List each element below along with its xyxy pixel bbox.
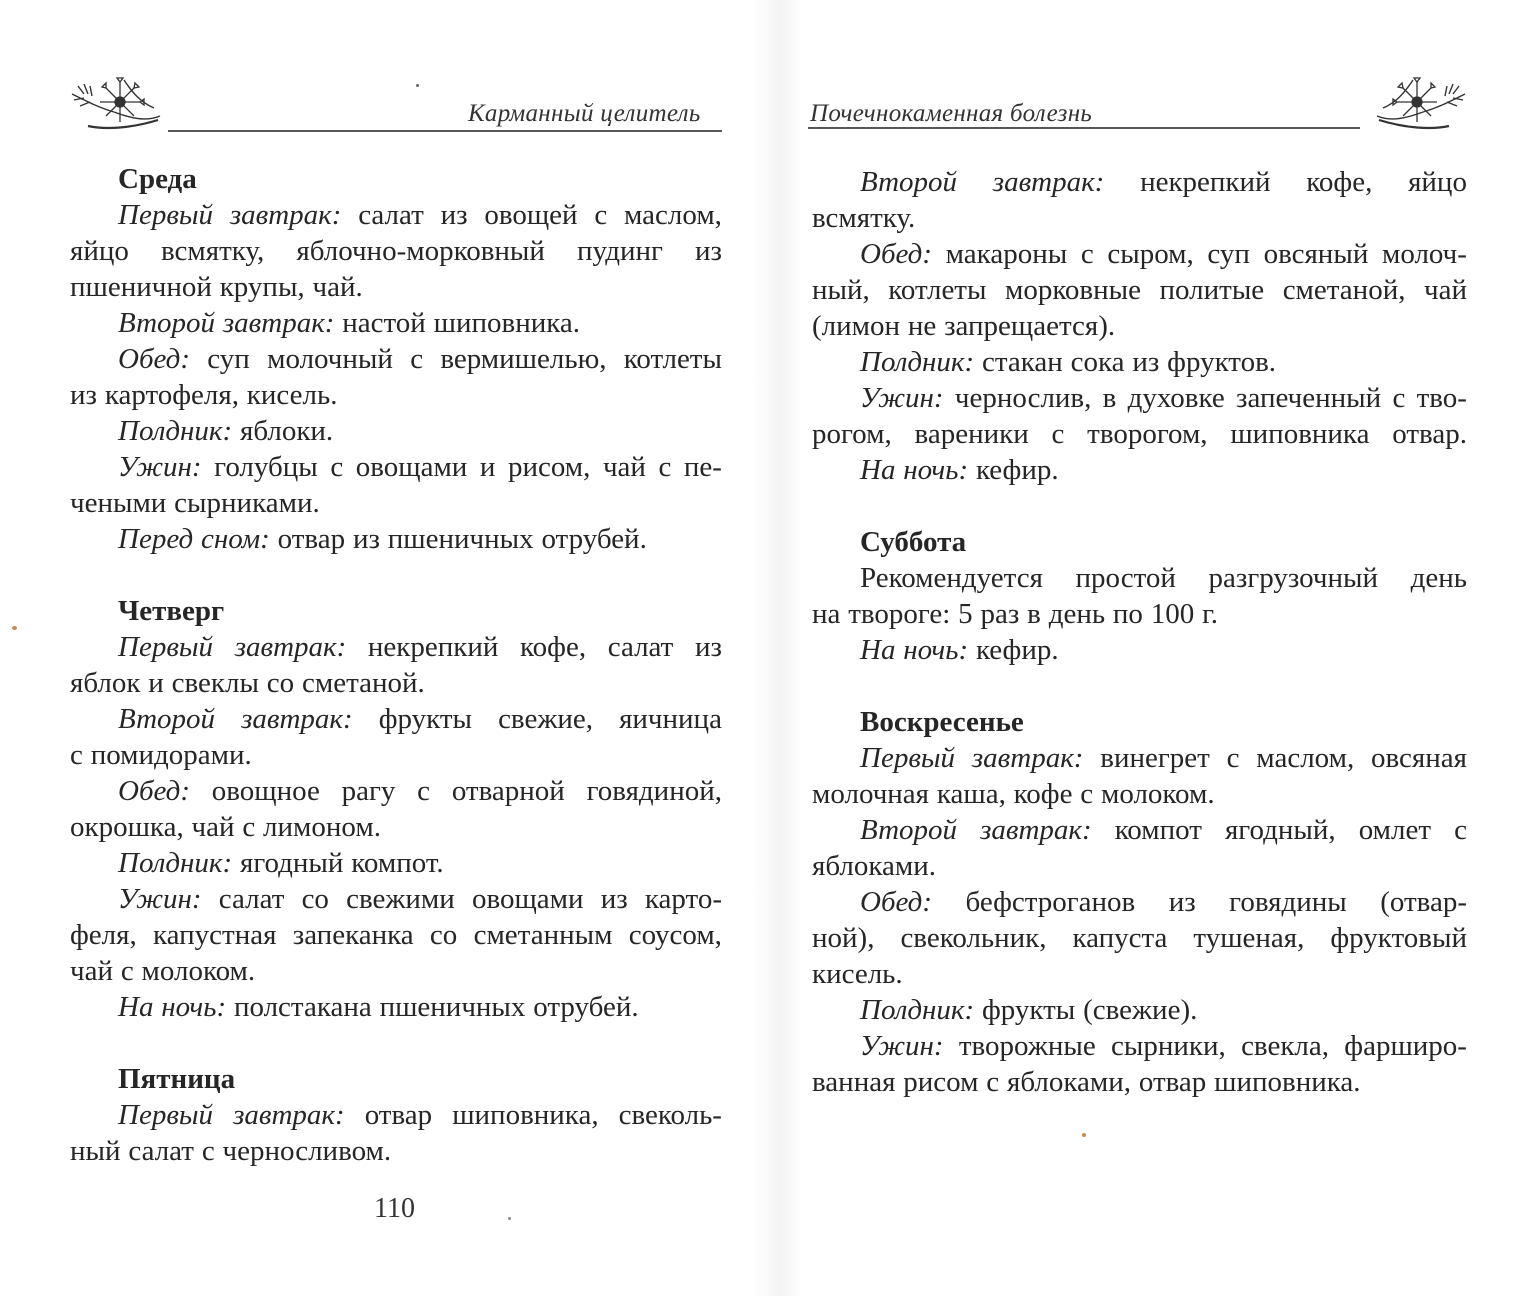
text-line: яйцо всмятку, яблочно-морковный пудинг из bbox=[70, 235, 722, 267]
floral-ornament-icon bbox=[1375, 72, 1467, 136]
text-line: всмятку. bbox=[812, 202, 916, 234]
text-line: Первый завтрак: некрепкий кофе, салат из bbox=[118, 631, 722, 663]
day-heading: Воскресенье bbox=[860, 706, 1024, 738]
text-line: яблок и свеклы со сметаной. bbox=[70, 667, 425, 699]
paragraph-gap bbox=[70, 557, 722, 593]
text-line: Ужин: чернослив, в духовке запеченный с тво- bbox=[860, 382, 1467, 414]
text-line: Второй завтрак: фрукты свежие, яичница bbox=[118, 703, 722, 735]
text-line: яблоками. bbox=[812, 850, 936, 882]
print-speck bbox=[1082, 1133, 1086, 1137]
text-line: Полдник: стакан сока из фруктов. bbox=[860, 346, 1277, 378]
text-line: Рекомендуется простой разгрузочный день bbox=[860, 562, 1467, 594]
text-line: Второй завтрак: настой шиповника. bbox=[118, 307, 581, 339]
print-speck bbox=[416, 84, 419, 87]
day-heading: Среда bbox=[118, 163, 197, 195]
text-line: Первый завтрак: салат из овощей с маслом, bbox=[118, 199, 722, 231]
text-line: на твороге: 5 раз в день по 100 г. bbox=[812, 598, 1218, 630]
text-line: Перед сном: отвар из пшеничных отрубей. bbox=[118, 523, 647, 555]
text-line: Полдник: фрукты (свежие). bbox=[860, 994, 1198, 1026]
paragraph-gap bbox=[70, 1025, 722, 1061]
text-line: ной), свекольник, капуста тушеная, фруктовый bbox=[812, 922, 1467, 954]
text-line: На ночь: кефир. bbox=[860, 454, 1059, 486]
text-line: Обед: бефстроганов из говядины (отвар- bbox=[860, 886, 1467, 918]
running-head-right: Почечнокаменная болезнь bbox=[810, 100, 1093, 127]
text-line: Второй завтрак: некрепкий кофе, яйцо bbox=[860, 166, 1467, 198]
day-heading: Суббота bbox=[860, 526, 967, 558]
print-speck bbox=[508, 1217, 511, 1220]
text-line: Ужин: голубцы с овощами и рисом, чай с пе- bbox=[118, 451, 722, 483]
paragraph-gap bbox=[812, 488, 1467, 524]
text-line: молочная каша, кофе с молоком. bbox=[812, 778, 1215, 810]
text-line: кисель. bbox=[812, 958, 903, 990]
text-line: Второй завтрак: компот ягодный, омлет с bbox=[860, 814, 1467, 846]
text-line: Первый завтрак: винегрет с маслом, овсяная bbox=[860, 742, 1467, 774]
text-line: Ужин: творожные сырники, свекла, фарширо- bbox=[860, 1030, 1467, 1062]
text-line: Обед: суп молочный с вермишелью, котлеты bbox=[118, 343, 722, 375]
text-line: (лимон не запрещается). bbox=[812, 310, 1116, 342]
text-line: Обед: овощное рагу с отварной говядиной, bbox=[118, 775, 722, 807]
text-line: Первый завтрак: отвар шиповника, свеколь- bbox=[118, 1099, 722, 1131]
text-line: Полдник: яблоки. bbox=[118, 415, 334, 447]
floral-ornament-icon bbox=[70, 72, 162, 136]
day-heading: Пятница bbox=[118, 1063, 236, 1095]
print-speck bbox=[12, 626, 17, 630]
text-line: Обед: макароны с сыром, суп овсяный молоч- bbox=[860, 238, 1467, 270]
text-line: ный, котлеты морковные политые сметаной, чай bbox=[812, 274, 1467, 306]
text-line: с помидорами. bbox=[70, 739, 252, 771]
header-rule-left bbox=[168, 130, 722, 132]
text-line: чеными сырниками. bbox=[70, 487, 320, 519]
text-line: пшеничной крупы, чай. bbox=[70, 271, 363, 303]
text-line: феля, капустная запеканка со сметанным соусом, bbox=[70, 919, 722, 951]
text-line: ный салат с черносливом. bbox=[70, 1135, 392, 1167]
left-text-column bbox=[70, 161, 722, 1169]
right-page bbox=[760, 0, 1521, 1296]
left-page bbox=[0, 0, 760, 1296]
text-line: рогом, вареники с творогом, шиповника отвар. bbox=[812, 418, 1467, 450]
text-line: На ночь: полстакана пшеничных отрубей. bbox=[118, 991, 639, 1023]
right-text-column bbox=[812, 164, 1467, 1100]
page-number: 110 bbox=[374, 1193, 415, 1224]
header-rule-right bbox=[808, 127, 1360, 129]
text-line: Полдник: ягодный компот. bbox=[118, 847, 444, 879]
text-line: чай с молоком. bbox=[70, 955, 256, 987]
text-line: Ужин: салат со свежими овощами из карто- bbox=[118, 883, 722, 915]
day-heading: Четверг bbox=[118, 595, 225, 627]
text-line: окрошка, чай с лимоном. bbox=[70, 811, 381, 843]
text-line: ванная рисом с яблоками, отвар шиповника. bbox=[812, 1066, 1361, 1098]
text-line: из картофеля, кисель. bbox=[70, 379, 338, 411]
text-line: На ночь: кефир. bbox=[860, 634, 1059, 666]
paragraph-gap bbox=[812, 668, 1467, 704]
running-head-left: Карманный целитель bbox=[468, 100, 701, 127]
